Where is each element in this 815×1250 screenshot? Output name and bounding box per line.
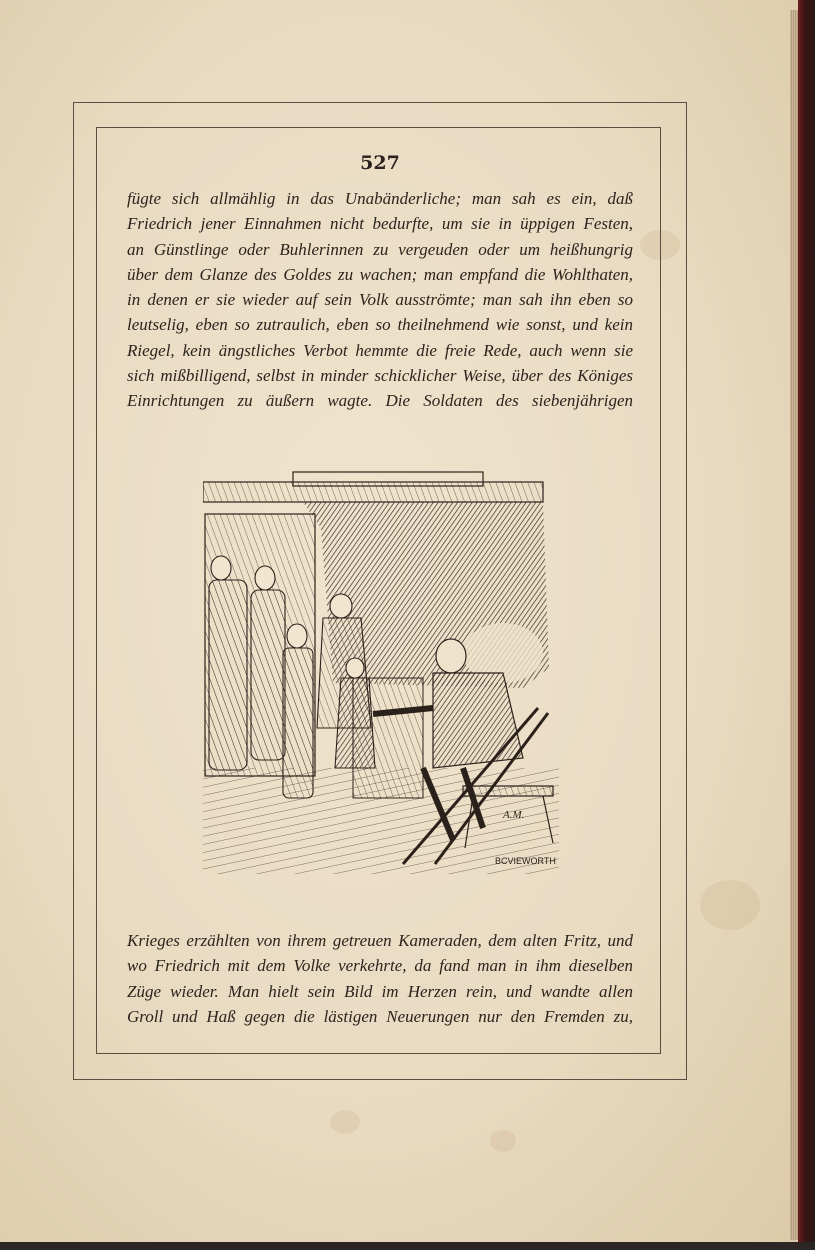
- text-line: Groll und Haß gegen die lästigen Neuerungen nur den Fremden zu,: [127, 1006, 633, 1026]
- text-line: Riegel, kein ängstliches Verbot hemmte die freie Rede, auch wenn sie: [127, 340, 633, 360]
- page-number: 527: [360, 152, 400, 174]
- engraver-monogram: A.M.: [503, 809, 525, 821]
- paper-stain: [700, 880, 760, 930]
- book-bottom-edge: [0, 1242, 815, 1250]
- fireplace-scene-engraving: [203, 468, 559, 874]
- text-line: über dem Glanze des Goldes zu wachen; man empfand die Wohlthaten,: [127, 264, 633, 284]
- book-binding: [798, 0, 815, 1250]
- text-line: in denen er sie wieder auf sein Volk ausströmte; man sah ihn eben so: [127, 290, 633, 310]
- bottom-text-block: [127, 928, 633, 1029]
- text-line: wo Friedrich mit dem Volke verkehrte, da fand man in ihm dieselben: [127, 956, 633, 976]
- text-line: Krieges erzählten von ihrem getreuen Kameraden, dem alten Fritz, und: [127, 931, 633, 950]
- engraving-illustration: [203, 468, 559, 874]
- paper-stain: [490, 1130, 516, 1152]
- text-line: Friedrich jener Einnahmen nicht bedurfte, um sie in üppigen Festen,: [127, 214, 633, 234]
- text-line: Züge wieder. Man hielt sein Bild im Herzen rein, und wandte allen: [127, 981, 633, 1001]
- text-line: leutselig, eben so zutraulich, eben so theilnehmend wie sonst, und kein: [127, 315, 633, 335]
- text-line: an Günstlinge oder Buhlerinnen zu vergeuden oder um heißhungrig: [127, 239, 633, 259]
- top-text-block: [127, 186, 633, 414]
- paper-stain: [330, 1110, 360, 1134]
- engraver-signature: BCVIEWORTH: [495, 856, 556, 866]
- text-line: sich mißbilligend, selbst in minder schicklicher Weise, über des Königes: [127, 366, 633, 386]
- text-line: fügte sich allmählig in das Unabänderliche; man sah es ein, daß: [127, 189, 633, 208]
- text-line: Einrichtungen zu äußern wagte. Die Soldaten des siebenjährigen: [127, 391, 633, 411]
